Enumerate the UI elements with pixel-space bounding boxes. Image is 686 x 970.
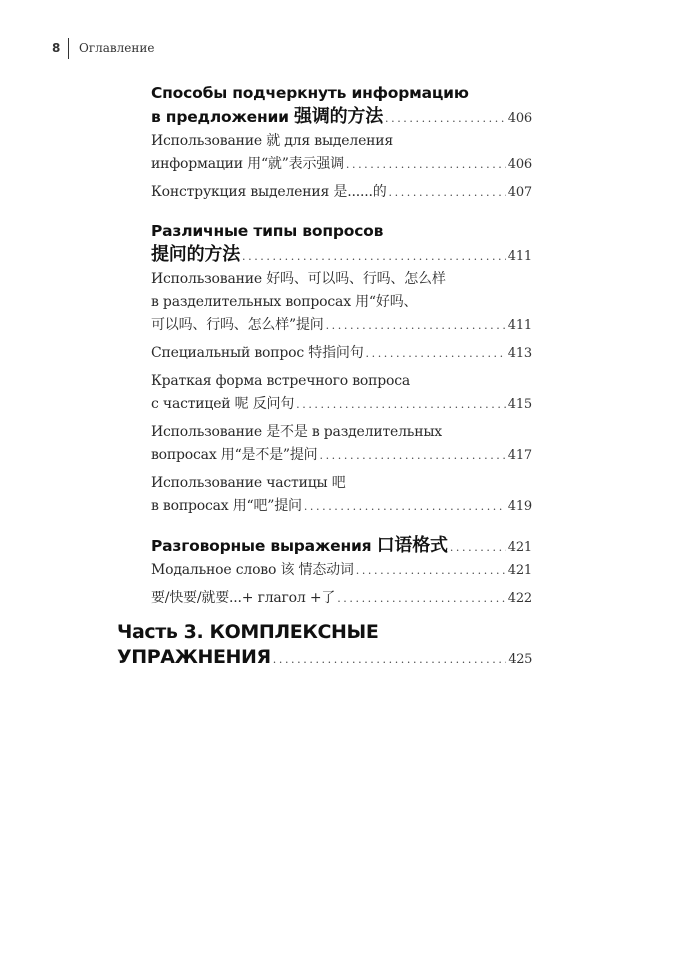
header-divider	[68, 38, 69, 59]
page-ref: 406	[507, 157, 532, 172]
running-head-title: Оглавление	[79, 41, 155, 55]
toc-section-questions[interactable]: Различные типы вопросов 提问的方法 ..... 411	[151, 220, 532, 268]
leader-dots	[242, 245, 506, 268]
leader-dots	[319, 444, 505, 467]
leader-dots	[346, 153, 506, 176]
table-of-contents	[151, 82, 532, 610]
toc-item[interactable]: Модальное слово 该 情态动词 ..... 421	[151, 559, 532, 582]
toc-item[interactable]: Использование 就 для выделения информации 用“就”表示强调 ..... 406	[151, 130, 532, 176]
leader-dots	[356, 559, 506, 582]
toc-section-emphasis[interactable]	[151, 82, 532, 130]
page-ref: 425	[508, 652, 532, 667]
toc-part-3[interactable]: Часть 3. КОМПЛЕКСНЫЕ УПРАЖНЕНИЯ ..... 425	[117, 620, 532, 672]
toc-line: в предложении 强调的方法 ..... 406	[151, 105, 532, 130]
page-ref: 407	[507, 185, 532, 200]
leader-dots	[273, 647, 507, 672]
page-ref: 421	[507, 563, 532, 578]
leader-dots	[296, 393, 506, 416]
page-ref: 411	[507, 318, 532, 333]
page-ref: 415	[507, 397, 532, 412]
toc-item[interactable]: Использование 是不是 в разделительных вопросах 用“是不是”提问 ..... 417	[151, 421, 532, 467]
toc-item[interactable]: Использование 好吗、可以吗、行吗、怎么样 в разделительных вопросах 用“好吗、 可以吗、行吗、怎么样”提问 ..... 411	[151, 268, 532, 337]
page-ref: 406	[507, 111, 532, 126]
page-ref: 419	[507, 499, 532, 514]
leader-dots	[326, 314, 506, 337]
leader-dots	[450, 536, 506, 559]
leader-dots	[304, 495, 506, 518]
leader-dots	[337, 587, 506, 610]
page-ref: 411	[507, 249, 532, 264]
toc-section-colloquial[interactable]: Разговорные выражения 口语格式 ..... 421	[151, 534, 532, 559]
leader-dots	[366, 342, 506, 365]
toc-item[interactable]: Специальный вопрос 特指问句 ..... 413	[151, 342, 532, 365]
toc-line: Способы подчеркнуть информацию	[151, 84, 469, 102]
running-head	[52, 37, 154, 59]
page-ref: 413	[507, 346, 532, 361]
toc-item[interactable]: Использование частицы 吧 в вопросах 用“吧”提问 ..... 419	[151, 472, 532, 518]
page-ref: 422	[507, 591, 532, 606]
toc-item[interactable]: Конструкция выделения 是......的 ..... 407	[151, 181, 532, 204]
page-ref: 417	[507, 448, 532, 463]
leader-dots	[389, 181, 506, 204]
toc-item[interactable]: 要/快要/就要...+ глагол +了 ..... 422	[151, 587, 532, 610]
toc-item[interactable]: Краткая форма встречного вопроса с частицей 呢 反问句 ..... 415	[151, 370, 532, 416]
page-ref: 421	[507, 540, 532, 555]
leader-dots	[385, 107, 506, 130]
page-number: 8	[52, 41, 61, 55]
